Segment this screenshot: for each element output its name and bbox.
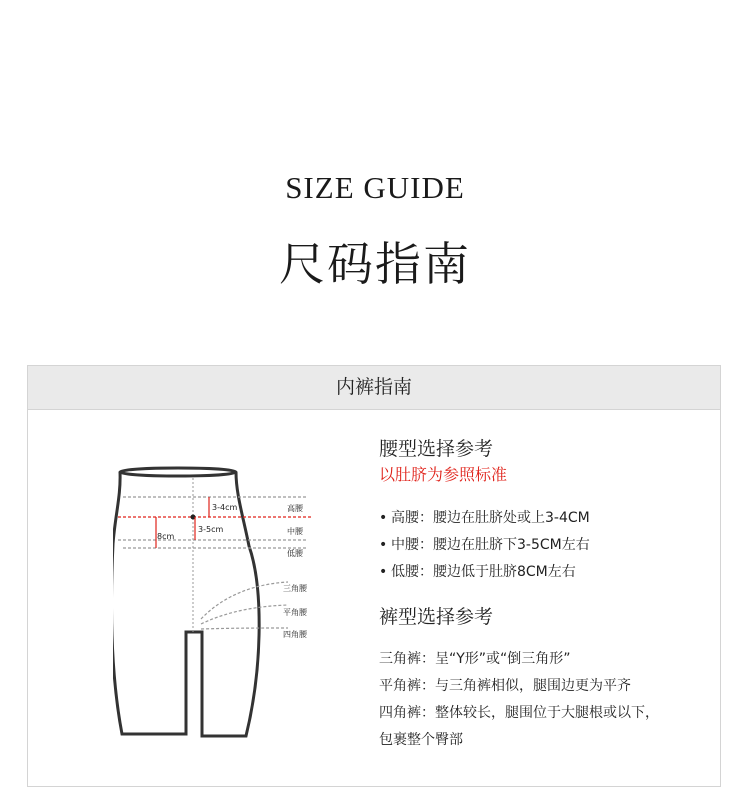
label-triangle: 三角腰 xyxy=(283,584,307,593)
page-title-cn: 尺码指南 xyxy=(279,237,471,291)
list-item: • 中腰：腰边在肚脐下3-5CM左右 xyxy=(379,537,590,553)
label-low-waist: 低腰 xyxy=(287,549,303,558)
page-title-en: SIZE GUIDE xyxy=(285,170,465,205)
pants-section-title: 裤型选择参考 xyxy=(379,606,494,628)
panel-title: 内裤指南 xyxy=(28,366,720,410)
list-item: • 高腰：腰边在肚脐处或上3-4CM xyxy=(379,510,590,526)
waist-section-title: 腰型选择参考 xyxy=(379,438,494,460)
label-boxer: 四角腰 xyxy=(283,630,307,639)
text-column xyxy=(379,436,714,754)
list-item: • 低腰：腰边低于肚脐8CM左右 xyxy=(379,564,576,580)
list-item: 包裹整个臀部 xyxy=(379,732,463,748)
measure-low-label: 8cm xyxy=(157,532,175,541)
pants-description-list xyxy=(379,646,714,754)
measure-below-label: 3-5cm xyxy=(198,525,224,534)
shorts-diagram xyxy=(113,466,313,738)
label-flat: 平角腰 xyxy=(283,608,307,617)
list-item: 平角裤：与三角裤相似，腿围边更为平齐 xyxy=(379,678,631,694)
waist-section-subtitle: 以肚脐为参照标准 xyxy=(379,465,508,484)
waist-bullet-list xyxy=(379,505,714,586)
label-mid-waist: 中腰 xyxy=(287,527,303,536)
list-item: 三角裤：呈“Y形”或“倒三角形” xyxy=(379,651,571,667)
list-item: 四角裤：整体较长，腿围位于大腿根或以下， xyxy=(379,705,659,721)
measure-above-label: 3-4cm xyxy=(212,503,238,512)
label-high-waist: 高腰 xyxy=(287,504,303,513)
underwear-guide-panel xyxy=(27,365,721,787)
